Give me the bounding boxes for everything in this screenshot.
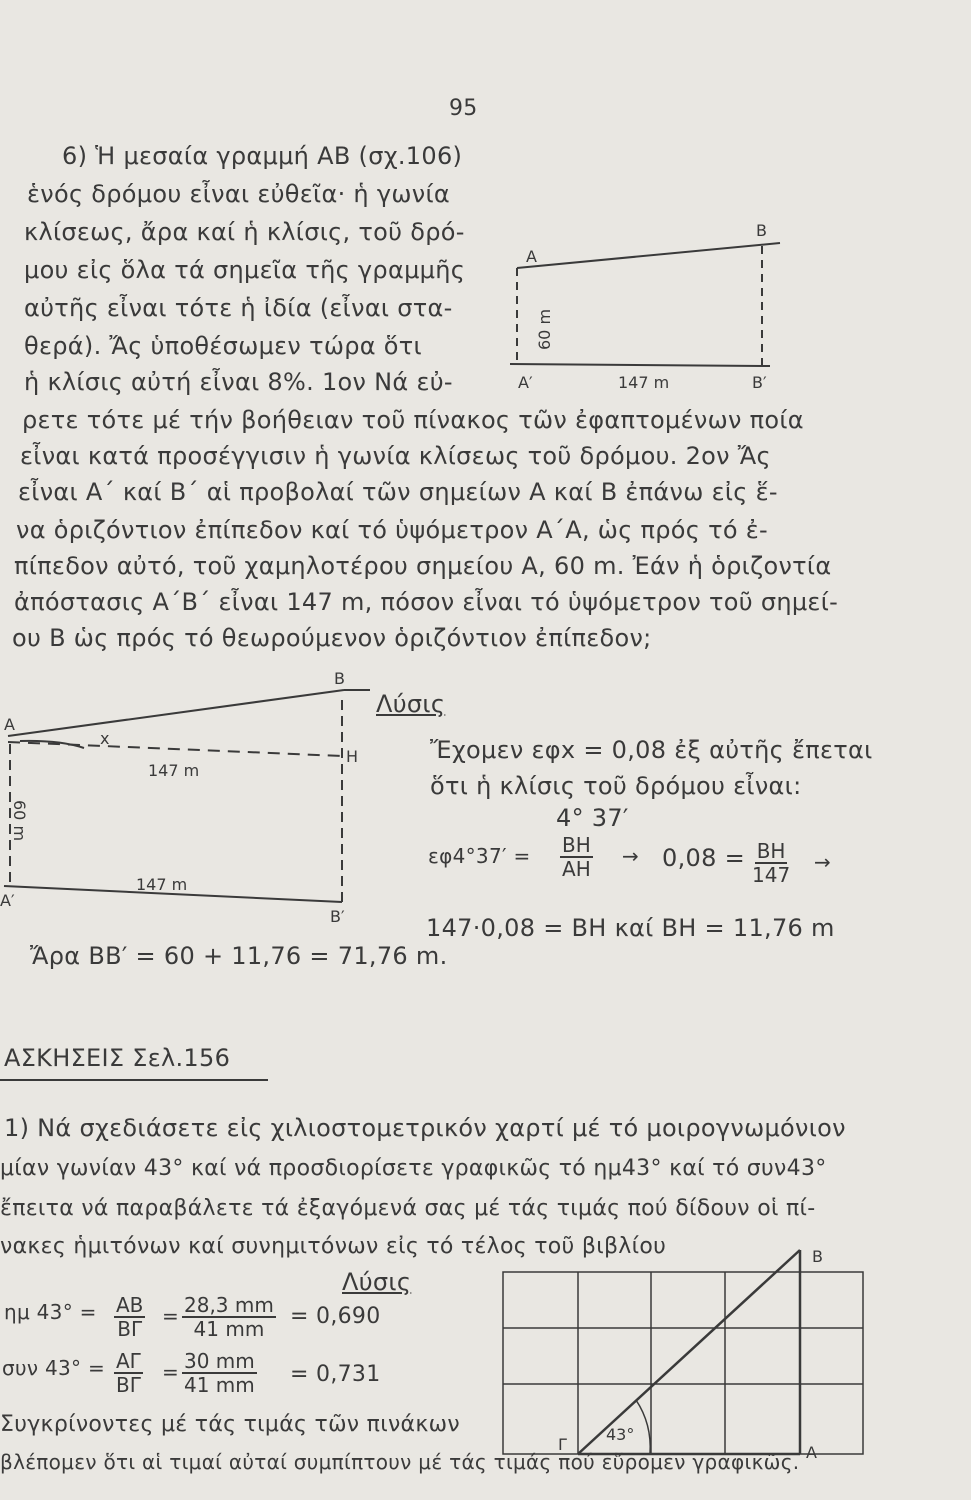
fig2-label-A-prime: A′ <box>0 891 15 910</box>
fig2-label-B-prime: B′ <box>330 907 345 926</box>
cos-equals: = <box>162 1360 180 1384</box>
cos-left: συν 43° = <box>2 1356 106 1380</box>
solution6-eq-mid: 0,08 = <box>662 844 745 872</box>
problem6-line-5: αὐτῆς εἶναι τότε ἡ ἰδία (εἶναι στα- <box>24 294 453 322</box>
problem6-line-11: να ὁριζόντιον ἐπίπεδον καί τό ὑψόμετρον Α΄Α, ὡς πρός τό ἐ- <box>16 516 769 544</box>
solution6-angle: 4° 37′ <box>556 804 629 832</box>
sin-mm-numerator: 28,3 mm <box>184 1293 274 1317</box>
problem6-line-4: μου εἰς ὅλα τά σημεῖα τῆς γραμμῆς <box>24 256 466 284</box>
fig2-label-A: A <box>4 715 15 734</box>
exercise1-line-4: νακες ἡμιτόνων καί συνημιτόνων εἰς τό τέλος τοῦ βιβλίου <box>0 1234 667 1259</box>
solution6-arrow-1: → <box>622 844 640 868</box>
figure-solution-diagram <box>4 690 370 904</box>
angle-43-arc <box>636 1400 650 1454</box>
problem6-line-13: ἀπόστασις Α΄Β΄ εἶναι 147 m, πόσον εἶναι τό ὑψόμετρον τοῦ σημεί- <box>14 588 839 616</box>
problem6-line-2: ἑνός δρόμου εἶναι εὐθεῖα· ἡ γωνία <box>27 180 451 208</box>
cos-fraction-numerator: AΓ <box>116 1349 141 1373</box>
solution6-fraction-2-denominator: 147 <box>752 863 791 887</box>
problem6-line-6: θερά). Ἄς ὑποθέσωμεν τώρα ὅτι <box>24 332 422 360</box>
fig1-label-B-prime: B′ <box>752 373 767 392</box>
exercise1-line-1: 1) Νά σχεδιάσετε εἰς χιλιοστομετρικόν χαρτί μέ τό μοιρογνωμόνιον <box>4 1114 846 1142</box>
solution6-fraction-1-denominator: AH <box>562 857 591 881</box>
fig3-label-B: B <box>812 1247 823 1266</box>
solution6-fraction-1-numerator: BH <box>562 833 591 857</box>
solution6-line-2: ὅτι ἡ κλίσις τοῦ δρόμου εἶναι: <box>430 772 802 800</box>
page-number: 95 <box>449 96 478 121</box>
solution6-result: Ἄρα BB′ = 60 + 11,76 = 71,76 m. <box>30 942 448 970</box>
fig2-label-H: H <box>346 747 359 766</box>
problem6-line-14: ου Β ὡς πρός τό θεωρούμενον ὁριζόντιον ἐπίπεδον; <box>12 624 652 652</box>
solution6-eq-left: εφ4°37′ = <box>428 844 531 868</box>
line-AB <box>517 243 780 268</box>
fig1-label-height: 60 m <box>535 308 554 350</box>
fig3-label-G: Γ <box>558 1435 567 1454</box>
fig2-label-top-length: 147 m <box>148 761 200 780</box>
fig3-label-A: A <box>806 1443 817 1462</box>
problem6-line-8: ρετε τότε μέ τήν βοήθειαν τοῦ πίνακος τῶν ἐφαπτομένων ποία <box>22 406 804 434</box>
solution6-fraction-2-numerator: BH <box>756 839 786 863</box>
exercise1-line-2: μίαν γωνίαν 43° καί νά προσδιορίσετε γραφικῶς τό ημ43° καί τό συν43° <box>0 1156 827 1181</box>
problem6-line-7: ἡ κλίσις αὐτή εἶναι 8%. 1ον Νά εὐ- <box>24 368 453 396</box>
problem6-line-10: εἶναι Α΄ καί Β΄ αἱ προβολαί τῶν σημείων Α καί Β ἐπάνω εἰς ἕ- <box>18 478 778 506</box>
fig3-label-angle: 43° <box>606 1425 635 1444</box>
fig2-label-base: 147 m <box>136 875 188 894</box>
fig2-line-AB <box>8 690 344 736</box>
problem6-line-12: πίπεδον αὐτό, τοῦ χαμηλοτέρου σημείου Α, 60 m. Ἐάν ἡ ὁριζοντία <box>14 552 832 580</box>
grid-border <box>503 1272 863 1454</box>
problem6-line-3: κλίσεως, ἄρα καί ἡ κλίσις, τοῦ δρό- <box>24 218 465 246</box>
solution6-arrow-2: → <box>814 850 832 874</box>
sin-equals: = <box>162 1304 180 1328</box>
figure-grid-triangle <box>503 1250 863 1454</box>
fig1-label-base: 147 m <box>618 373 670 392</box>
line-A-prime-B-prime <box>510 364 770 366</box>
cos-mm-numerator: 30 mm <box>184 1349 255 1373</box>
solution6-line-4: 147·0,08 = BH καί BH = 11,76 m <box>426 914 835 942</box>
problem6-line-9: εἶναι κατά προσέγγισιν ἡ γωνία κλίσεως τοῦ δρόμου. 2ον Ἄς <box>20 442 771 470</box>
fig2-label-x: x <box>100 729 110 748</box>
cos-fraction-denominator: BΓ <box>115 1373 141 1397</box>
problem6-line-1: 6) Ἡ μεσαία γραμμή ΑΒ (σχ.106) <box>62 142 463 170</box>
solution6-line-1: Ἔχομεν εφx = 0,08 ἐξ αὐτῆς ἔπεται <box>430 736 873 764</box>
compare-line-1: Συγκρίνοντες μέ τάς τιμάς τῶν πινάκων <box>0 1412 460 1437</box>
fig1-label-B: B <box>756 221 767 240</box>
triangle-hypotenuse-GB <box>578 1250 800 1454</box>
fig1-label-A: A <box>526 247 537 266</box>
compare-line-2: βλέπομεν ὅτι αἱ τιμαί αὐταί συμπίπτουν μέ τάς τιμάς πού εὕρομεν γραφικῶς. <box>0 1450 800 1474</box>
solution6-heading: Λύσις <box>376 690 446 718</box>
cos-mm-denominator: 41 mm <box>184 1373 255 1397</box>
exercise1-line-3: ἔπειτα νά παραβάλετε τά ἐξαγόμενά σας μέ τάς τιμάς πού δίδουν οἱ πί- <box>0 1196 816 1221</box>
fig1-label-A-prime: A′ <box>518 373 533 392</box>
sin-fraction-numerator: AB <box>116 1293 144 1317</box>
fig2-line-AH <box>8 742 342 756</box>
solution1-heading: Λύσις <box>342 1268 412 1296</box>
cos-result: = 0,731 <box>290 1362 381 1387</box>
exercises-heading: ΑΣΚΗΣΕΙΣ Σελ.156 <box>4 1044 231 1072</box>
fig2-label-B: B <box>334 669 345 688</box>
sin-left: ημ 43° = <box>4 1300 97 1324</box>
sin-result: = 0,690 <box>290 1304 381 1329</box>
sin-fraction-denominator: BΓ <box>117 1317 143 1341</box>
sin-mm-denominator: 41 mm <box>193 1317 265 1341</box>
fig2-label-height: 60 m <box>10 800 29 842</box>
